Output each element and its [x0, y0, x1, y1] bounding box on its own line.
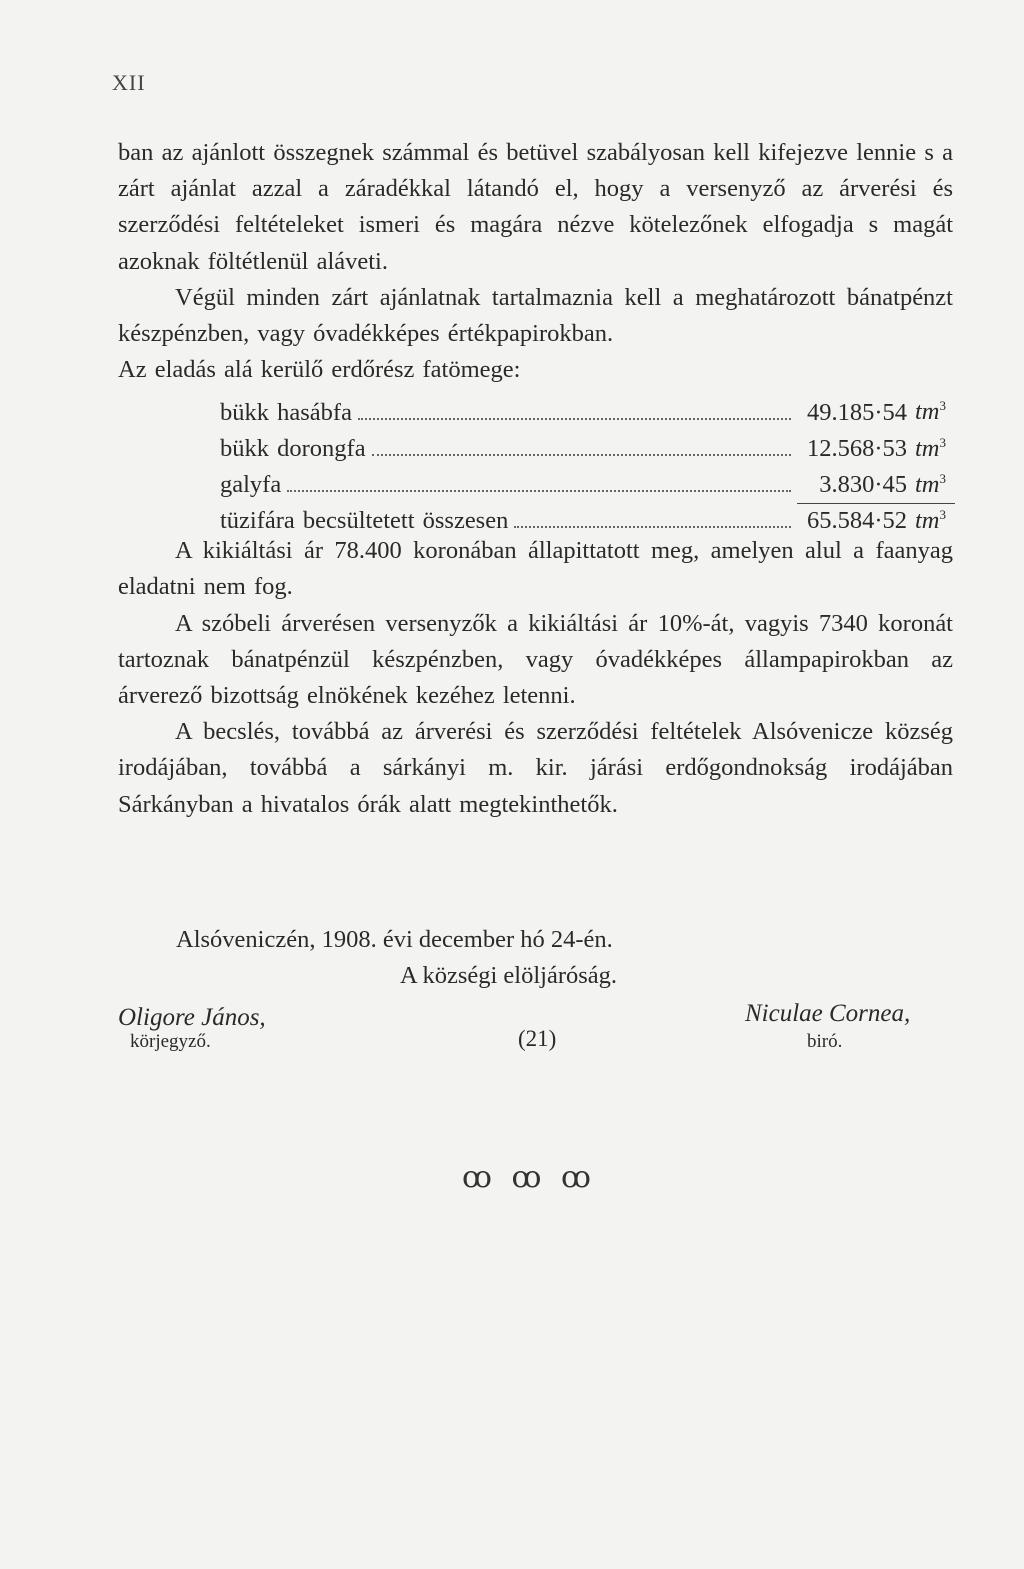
row-value: 3.830·45	[797, 467, 907, 504]
signature-left-title: körjegyző.	[130, 1031, 211, 1052]
paragraph-inspection: A becslés, továbbá az árverési és szerződési feltételek Alsóvenicze község irodájában, továbbá a sárkányi m. kir. járási erdőgondnokság irodájában Sárkányban a hivatalos órák alatt megtekinthetők.	[118, 718, 953, 818]
leader-dots	[358, 418, 791, 420]
row-value: 49.185·54	[806, 398, 907, 426]
row-unit: $tm^3$	[915, 434, 946, 462]
table-total-row	[220, 497, 955, 533]
signature-right-title: biró.	[807, 1031, 843, 1052]
leader-dots	[372, 454, 791, 456]
leader-dots	[287, 490, 791, 492]
row-label: galyfa	[220, 470, 282, 498]
page-number: (21)	[518, 1026, 557, 1051]
row-label: bükk dorongfa	[220, 434, 366, 462]
signature-left-name: Oligore János,	[118, 1004, 266, 1031]
total-unit: $tm^3$	[915, 506, 946, 535]
paragraph-deposit: Végül minden zárt ajánlatnak tartalmaznia kell a meghatározott bánatpénzt készpénzben, vagy óvadékképes értékpapirokban.	[118, 283, 953, 348]
body-text	[118, 135, 953, 823]
paragraph-volume-intro: Az eladás alá kerülő erdőrész fatömege:	[118, 356, 521, 384]
signature-right-name: Niculae Cornea,	[745, 1000, 911, 1027]
row-value: 12.568·53	[806, 434, 907, 462]
total-label: tüzifára becsültetett összesen	[220, 507, 509, 535]
paragraph-oral-auction: A szóbeli árverésen versenyzők a kikiáltási ár 10%-át, vagyis 7340 koronát tartoznak bánatpénzül készpénzben, vagy óvadékképes állampapirokban az árverező bizottság elnökének kezéhez letenni.	[118, 609, 953, 709]
page-folio: XII	[112, 70, 146, 95]
table-row	[220, 425, 955, 461]
total-value: 65.584·52	[806, 507, 907, 535]
leader-dots	[514, 526, 791, 528]
issuing-authority: A községi elöljáróság.	[400, 962, 618, 989]
timber-volume-table	[118, 388, 953, 533]
date-line: Alsóveniczén, 1908. évi december hó 24-én.	[176, 926, 613, 953]
ornament-icon: ꝏ ꝏ ꝏ	[462, 1161, 597, 1194]
paragraph-conditions: ban az ajánlott összegnek számmal és betüvel szabályosan kell kifejezve lennie s a zárt ajánlat azzal a záradékkal látandó el, hogy a versenyző az árverési és szerződési feltételeket ismeri és magára nézve kötelezőnek elfogadja s magát azoknak föltétlenül aláveti.	[118, 139, 953, 275]
row-label: bükk hasábfa	[220, 398, 352, 426]
row-unit: $tm^3$	[915, 398, 946, 426]
table-row	[220, 388, 955, 424]
paragraph-starting-price: A kikiáltási ár 78.400 koronában állapittatott meg, amelyen alul a faanyag eladatni nem fog.	[118, 537, 953, 601]
row-unit: $tm^3$	[907, 461, 955, 504]
